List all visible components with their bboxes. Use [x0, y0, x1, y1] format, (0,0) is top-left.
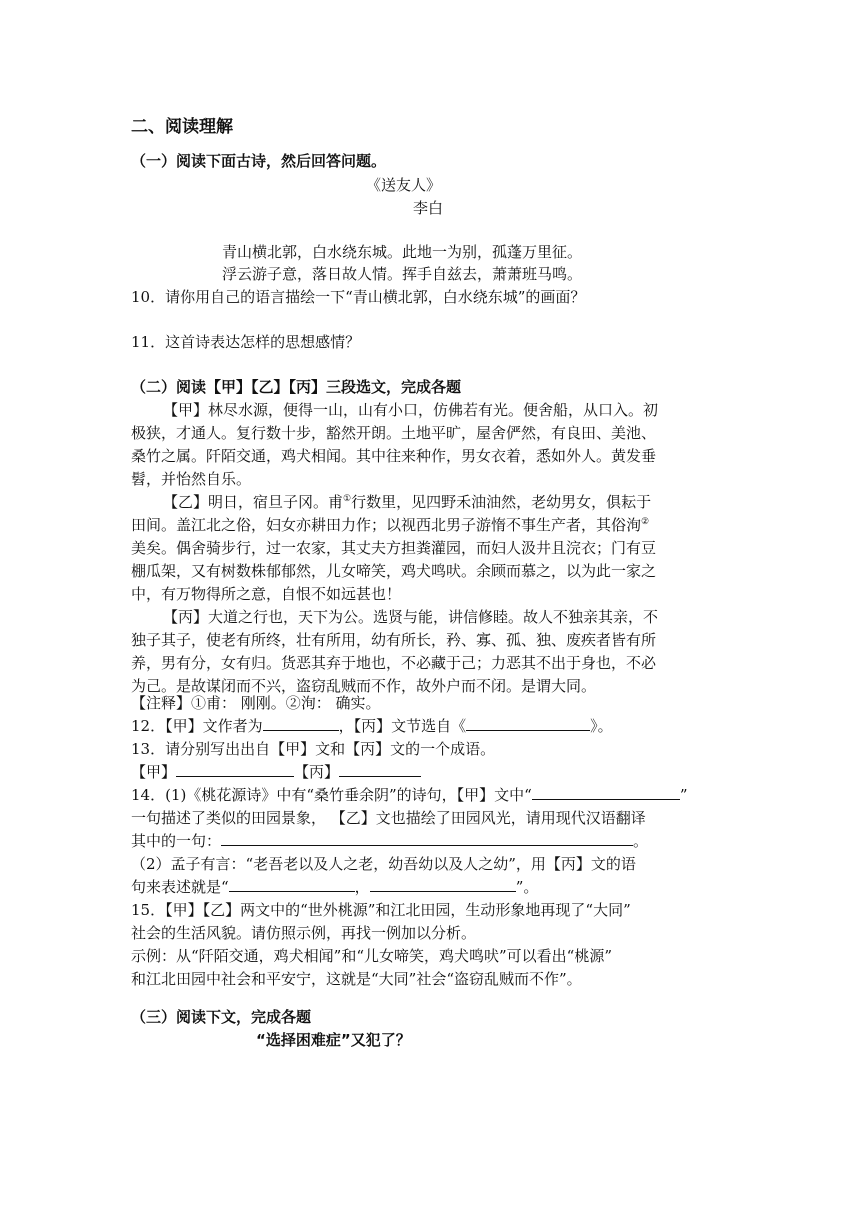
question-15-example: 和江北田园中社会和平安宁，这就是“大同”社会“盗窃乱贼而不作”。	[131, 970, 582, 988]
section-title: 二、阅读理解	[131, 117, 233, 137]
passage-jia-line: 桑竹之属。阡陌交通，鸡犬相闻。其中往来种作，男女衣着，悉如外人。黄发垂	[131, 447, 657, 465]
answer-blank-translation[interactable]	[221, 831, 633, 846]
answer-blank-bing-phrase-1[interactable]	[229, 877, 355, 892]
question-15-line: 社会的生活风貌。请仿照示例，再找一例加以分析。	[131, 924, 477, 942]
part3-article-title: “选择困难症”又犯了？	[256, 1031, 411, 1049]
question-10: 10．请你用自己的语言描绘一下“青山横北郭，白水绕东城”的画面？	[131, 288, 586, 306]
answer-blank-jia-idiom[interactable]	[176, 762, 294, 777]
question-15-example: 示例：从“阡陌交通，鸡犬相闻”和“儿女啼笑，鸡犬鸣吠”可以看出“桃源”	[131, 947, 613, 965]
passage-yi-line: 田间。盖江北之俗，妇女亦耕田力作；以视西北男子游惰不事生产者，其俗洵②	[131, 516, 650, 534]
part3-heading: （三）阅读下文，完成各题	[131, 1008, 312, 1026]
answer-blank-jia-sentence[interactable]	[532, 785, 680, 800]
poem-line: 浮云游子意，落日故人情。挥手自兹去，萧萧班马鸣。	[222, 265, 583, 283]
passage-yi-line: 棚瓜架，又有树数株郁郁然，儿女啼笑，鸡犬鸣吠。余顾而慕之，以为此一家之	[131, 562, 657, 580]
question-14-line: 一句描述了类似的田园景象， 【乙】文也描绘了田园风光，请用现代汉语翻译	[131, 809, 646, 827]
question-14-line: 14．(1)《桃花源诗》中有“桑竹垂余阴”的诗句，【甲】文中“ ”	[131, 786, 688, 804]
passage-yi-line: 中，有万物得所之意，自恨不如远甚也！	[131, 585, 402, 603]
answer-blank-bing-idiom[interactable]	[339, 762, 421, 777]
question-14-line: 其中的一句： 。	[131, 832, 649, 850]
question-12: 12．【甲】文作者为 ，【丙】文节选自《 》。	[131, 717, 613, 735]
question-13: 13．请分别写出出自【甲】文和【丙】文的一个成语。	[131, 740, 496, 758]
poem-line: 青山横北郭，白水绕东城。此地一为别，孤蓬万里征。	[222, 243, 583, 261]
question-14-line: （2）孟子有言：“老吾老以及人之老，幼吾幼以及人之幼”，用【丙】文的语	[131, 855, 636, 873]
passage-bing-line: 养，男有分，女有归。货恶其弃于地也，不必藏于己；力恶其不出于身也，不必	[131, 654, 657, 672]
poem-author: 李白	[413, 199, 444, 217]
part2-heading: （二）阅读【甲】【乙】【丙】三段选文，完成各题	[131, 378, 462, 396]
poem-title: 《送友人》	[366, 176, 442, 194]
passage-yi-line: 【乙】明日，宿旦子冈。甫①行数里，见四野禾油油然，老幼男女，俱耘于	[163, 493, 652, 511]
answer-blank-source[interactable]	[466, 716, 590, 731]
answer-blank-bing-phrase-2[interactable]	[370, 877, 516, 892]
question-13-answers: 【甲】 【丙】	[131, 762, 421, 782]
passage-yi-line: 美矣。偶舍骑步行，过一农家，其丈夫方担粪灌园，而妇人汲井且浣衣；门有豆	[131, 539, 657, 557]
passage-jia-line: 极狭，才通人。复行数十步，豁然开朗。土地平旷，屋舍俨然，有良田、美池、	[131, 424, 657, 442]
answer-blank-author[interactable]	[263, 716, 339, 731]
passage-bing-line: 为己。是故谋闭而不兴，盗窃乱贼而不作，故外户而不闭。是谓大同。	[131, 677, 597, 695]
question-11: 11．这首诗表达怎样的思想感情？	[131, 333, 361, 351]
question-15-line: 15．【甲】【乙】两文中的“世外桃源”和江北田园，生动形象地再现了“大同”	[131, 901, 631, 919]
passage-jia-line: 【甲】林尽水源，便得一山，山有小口，仿佛若有光。便舍船，从口入。初	[163, 401, 659, 419]
passage-bing-line: 独子其子，使老有所终，壮有所用，幼有所长，矜、寡、孤、独、废疾者皆有所	[131, 631, 657, 649]
passage-bing-line: 【丙】大道之行也，天下为公。选贤与能，讲信修睦。故人不独亲其亲，不	[163, 608, 659, 626]
passage-jia-line: 髫，并怡然自乐。	[131, 470, 252, 488]
question-14-line: 句来表述就是“ ， ”。	[131, 878, 539, 896]
part1-heading: （一）阅读下面古诗，然后回答问题。	[131, 152, 387, 170]
annotation-note: 【注释】①甫： 刚刚。②洵： 确实。	[131, 694, 381, 712]
